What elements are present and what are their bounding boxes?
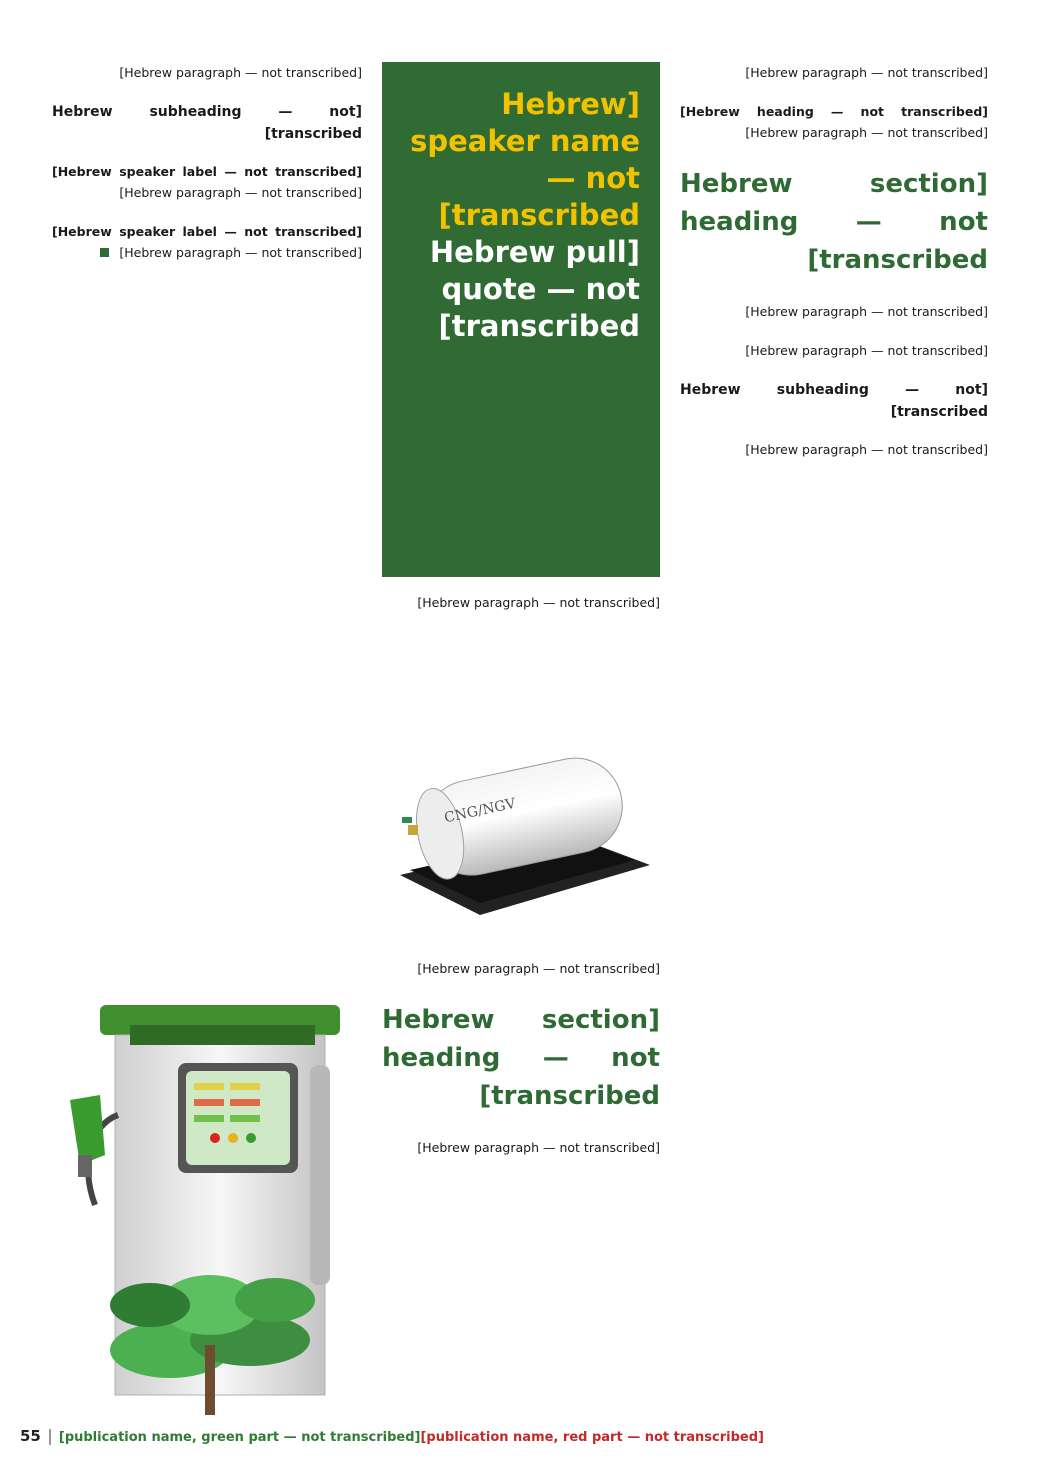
right-column [680,62,988,478]
paragraph: [Hebrew paragraph — not transcribed] [745,343,988,358]
paragraph: [Hebrew paragraph — not transcribed] [119,65,362,80]
page-number: 55 [20,1426,41,1445]
quote-speaker: [Hebrew speaker name — not transcribed] [410,87,640,232]
publication-name-part1: [publication name, red part — not transcribed] [420,1429,764,1445]
subheading: [Hebrew subheading — not transcribed] [52,104,362,142]
speaker-label: [Hebrew speaker label — not transcribed] [52,224,362,239]
paragraph: [Hebrew paragraph — not transcribed] [417,1140,660,1155]
paragraph-body: [Hebrew paragraph — not transcribed] [745,125,988,140]
page-footer [20,1427,764,1446]
fuel-pump-icon [60,1005,360,1425]
quote-text: [Hebrew pull quote — not transcribed] [429,235,640,343]
middle-column-text-1 [382,592,660,631]
section-title: [Hebrew section heading — not transcribed] [382,1005,660,1111]
subheading: [Hebrew subheading — not transcribed] [680,382,988,420]
paragraph-body: [Hebrew paragraph — not transcribed] [119,245,362,260]
end-mark-icon [100,248,109,257]
cng-tank-icon [380,725,662,925]
paragraph: [Hebrew paragraph — not transcribed] [417,961,660,976]
middle-column-text-2 [382,958,660,1176]
paragraph: [Hebrew paragraph — not transcribed] [745,442,988,457]
paragraph: [Hebrew paragraph — not transcribed] [745,304,988,319]
paragraph [52,161,362,203]
left-column [52,62,362,281]
footer-divider [49,1429,51,1445]
tank-label: CNG/NGV [442,795,518,827]
paragraph [52,221,362,263]
section-title: [Hebrew section heading — not transcribed] [680,169,988,275]
paragraph-lead: [Hebrew heading — not transcribed] [680,104,988,119]
publication-name-part2: [publication name, green part — not transcribed] [58,1429,421,1445]
paragraph [680,101,988,143]
paragraph: [Hebrew paragraph — not transcribed] [745,65,988,80]
cng-tank-illustration [380,725,662,925]
fuel-pump-illustration [60,1005,360,1425]
speaker-label: [Hebrew speaker label — not transcribed] [52,164,362,179]
pull-quote [382,62,660,577]
paragraph: [Hebrew paragraph — not transcribed] [417,595,660,610]
paragraph-body: [Hebrew paragraph — not transcribed] [119,185,362,200]
